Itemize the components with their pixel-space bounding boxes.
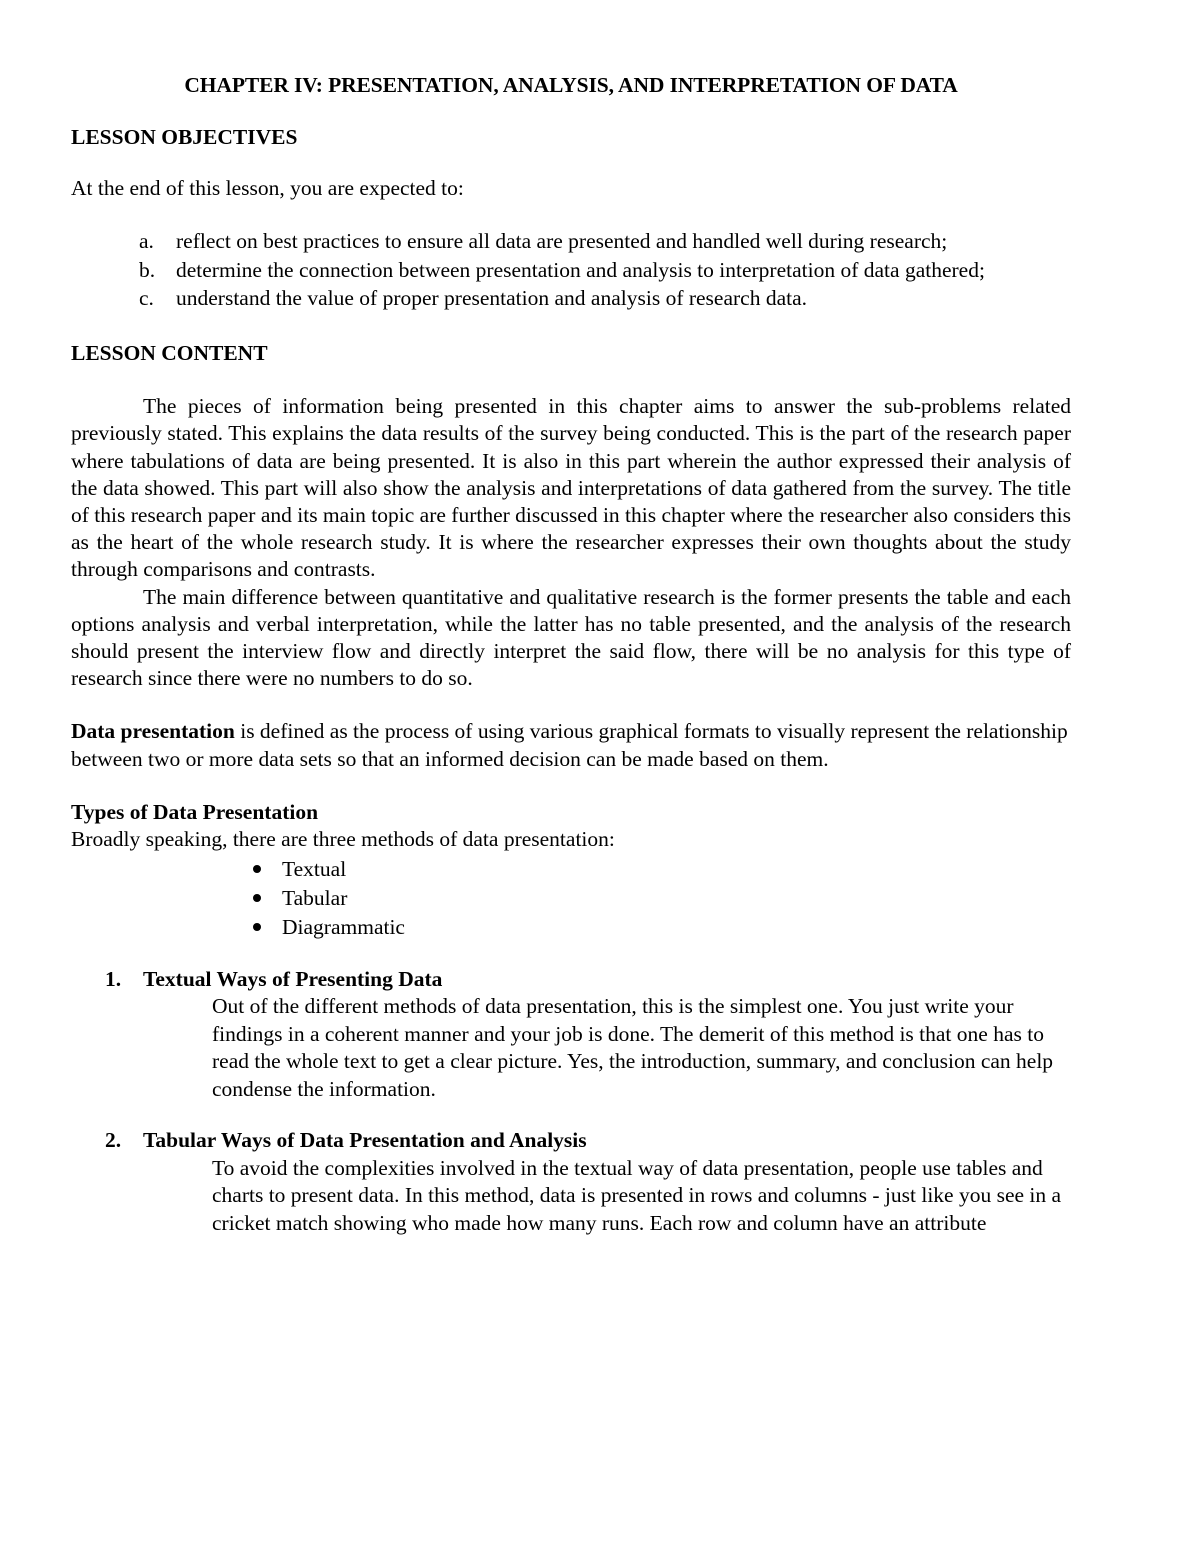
objectives-intro: At the end of this lesson, you are expected to: — [71, 176, 464, 201]
objective-marker: a. — [139, 229, 154, 254]
list-item — [71, 913, 1071, 942]
content-paragraph: The pieces of information being presented in this chapter aims to answer the sub-problems related previously stated. This explains the data results of the survey being conducted. This is the part of the research paper where tabulations of data are being presented. It is also in this part wherein the author expressed their analysis of the data showed. This part will also show the analysis and interpretations of data gathered from the survey. The title of this research paper and its main topic are further discussed in this chapter where the researcher also considers this as the heart of the whole research study. It is where the researcher expresses their own thoughts about the study through comparisons and contrasts. — [71, 394, 1071, 582]
objectives-heading: LESSON OBJECTIVES — [71, 125, 298, 149]
definition-paragraph — [71, 718, 1071, 772]
section-title: Textual Ways of Presenting Data — [143, 967, 443, 992]
chapter-title: CHAPTER IV: PRESENTATION, ANALYSIS, AND INTERPRETATION OF DATA — [184, 73, 958, 97]
section-number: 2. — [105, 1128, 122, 1153]
types-intro: Broadly speaking, there are three methods of data presentation: — [71, 826, 615, 851]
objective-item — [71, 284, 1071, 313]
objective-text: determine the connection between presentation and analysis to interpretation of data gathered; — [176, 257, 985, 282]
numbered-heading — [71, 966, 1071, 993]
list-item — [71, 884, 1071, 913]
section-body: Out of the different methods of data presentation, this is the simplest one. You just write your findings in a coherent manner and your job is done. The demerit of this method is that one has to read the whole text to get a clear picture. Yes, the introduction, summary, and conclusion can help condense the information. — [212, 994, 1054, 1101]
section-number: 1. — [105, 967, 122, 992]
types-bullet-list — [71, 855, 1071, 942]
objective-marker: c. — [139, 286, 154, 311]
objective-text: reflect on best practices to ensure all data are presented and handled well during research; — [176, 229, 948, 254]
bullet-icon — [253, 923, 261, 931]
objective-marker: b. — [139, 257, 156, 282]
numbered-section — [71, 966, 1071, 1103]
objective-text: understand the value of proper presentation and analysis of research data. — [176, 286, 808, 311]
section-title: Tabular Ways of Data Presentation and Analysis — [143, 1128, 587, 1153]
numbered-heading — [71, 1127, 1071, 1154]
bullet-icon — [253, 865, 261, 873]
types-heading: Types of Data Presentation — [71, 799, 319, 824]
objectives-list — [71, 227, 1071, 313]
bullet-text: Diagrammatic — [282, 915, 405, 940]
bullet-text: Textual — [282, 857, 347, 882]
numbered-section — [71, 1127, 1071, 1237]
content-paragraph: The main difference between quantitative and qualitative research is the former presents the table and each options analysis and verbal interpretation, while the latter has no table presented, and the analysis of the research should present the interview flow and directly interpret the said flow, there will be no analysis for this type of research since there were no numbers to do so. — [71, 584, 1071, 691]
bullet-text: Tabular — [282, 886, 348, 911]
objective-item — [71, 227, 1071, 256]
definition-text: is defined as the process of using various graphical formats to visually represent the relationship between two or more data sets so that an informed decision can be made based on them. — [71, 719, 1068, 771]
definition-term: Data presentation — [71, 719, 235, 744]
list-item — [71, 855, 1071, 884]
section-body: To avoid the complexities involved in the textual way of data presentation, people use tables and charts to present data. In this method, data is presented in rows and columns - just like you see in a cricket match showing who made how many runs. Each row and column have an attribute — [212, 1155, 1062, 1235]
objective-item — [71, 256, 1071, 285]
content-heading: LESSON CONTENT — [71, 340, 268, 365]
bullet-icon — [253, 894, 261, 902]
